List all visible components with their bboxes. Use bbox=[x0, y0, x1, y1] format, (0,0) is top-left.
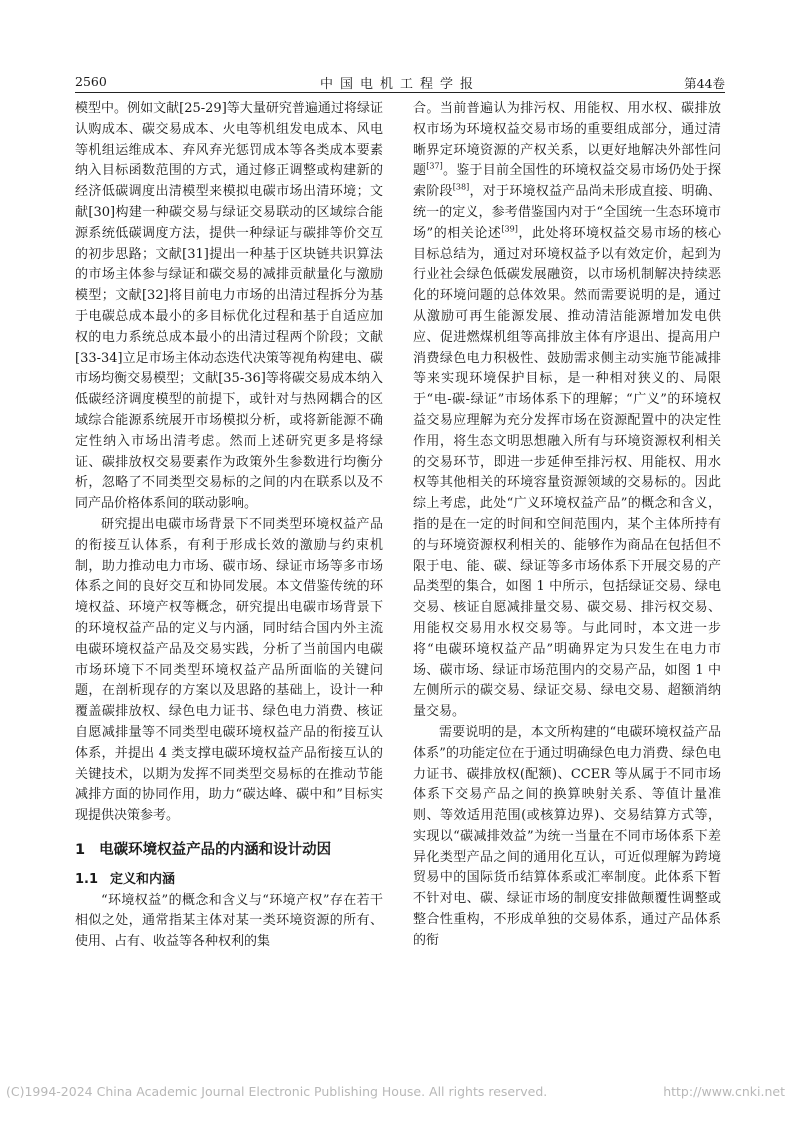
left-paragraph-2-text: 研究提出电碳市场背景下不同类型环境权益产品的衔接互认体系，有利于形成长效的激励与约束机制，助力推动电力市场、碳市场、绿证市场等多市场体系之间的良好交互和协同发展。本文借鉴传统的环境权益、环境产权等概念，研究提出电碳市场背景下的环境权益产品的定义与内涵，同时结合国内外主流电碳环境权益产品及交易实践，分析了当前国内电碳市场环境下不同类型环境权益产品所面临的关键问题，在剖析现存的方案以及思路的基础上，设计一种覆盖碳排放权、绿色电力证书、绿色电力消费、核证自愿减排量等不同类型电碳环境权益产品的衔接互认体系，并提出 4 类支撑电碳环境权益产品衔接互认的关键技术，以期为发挥不同类型交易标的在推动节能减排方面的协同作用，助力“碳达峰、碳中和”目标实现提供决策参考。 bbox=[75, 516, 383, 824]
text-run: ，此处将环境权益交易市场的核心目标总结为，通过对环境权益予以有效定价，起到为行业社会绿色低碳发展融资，以市场机制解决持续恶化的环境问题的总体效果。然而需要说明的是，通过从激励可再生能源发展、推动清洁能源增加发电供应、促进燃煤机组等高排放主体有序退出、提高用户消费绿色电力积极性、鼓励需求侧主动实施节能减排等来实现环境保护目标，是一种相对狭义的、局限于“电-碳-绿证”市场体系下的理解；“广义”的环境权益交易应理解为充分发挥市场在资源配置中的决定性作用，将生态文明思想融入所有与环境资源权利相关的交易环节，即进一步延伸至排污权、用能权、用水权等其他相关的环境容量资源领域的交易标的。因此综上考虑，此处“广义环境权益产品”的概念和含义，指的是在一定的时间和空间范围内，某个主体所持有的与环境资源权利相关的、能够作为商品在包括但不限于电、能、碳、绿证等多市场体系下开展交易的产品类型的集合，如图 1 中所示，包括绿证交易、绿电交易、核证自愿减排量交易、碳交易、排污权交易、用能权交易用水权交易等。与此同时，本文进一步将“电碳环境权益产品”明确界定为只发生在电力市场、碳市场、绿证市场范围内的交易产品，如图 1 中左侧所示的碳交易、绿证交易、绿电交易、超额消纳量交易。 bbox=[413, 225, 721, 720]
left-column bbox=[75, 99, 383, 953]
subsection-number: 1.1 bbox=[75, 871, 99, 887]
header-rule bbox=[75, 92, 725, 93]
copyright-text: (C)1994-2024 China Academic Journal Electronic Publishing House. All rights reserved. bbox=[6, 1084, 548, 1099]
left-paragraph-3-text: “环境权益”的概念和含义与“环境产权”存在若干相似之处，通常指某主体对某一类环境资源的所有、使用、占有、收益等各种权利的集 bbox=[75, 892, 383, 950]
footer-url[interactable]: http://www.cnki.net bbox=[663, 1084, 785, 1099]
section-heading-1 bbox=[75, 840, 383, 860]
right-column bbox=[413, 99, 721, 952]
left-paragraph-2 bbox=[75, 515, 383, 827]
volume-label: 第44卷 bbox=[684, 76, 725, 91]
journal-title: 中国电机工程学报 bbox=[319, 77, 480, 92]
section-number: 1 bbox=[75, 841, 86, 858]
text-run: 合。当前普遍认为排污权、用能权、用水权、碳排放权市场为环境权益交易市场的重要组成部分，通过清晰界定环境资源的产权关系，以更好地解决外部性问题 bbox=[413, 101, 721, 179]
right-paragraph-2-text: 需要说明的是，本文所构建的“电碳环境权益产品体系”的功能定位在于通过明确绿色电力消费、绿色电力证书、碳排放权(配额)、CCER 等从属于不同市场体系下交易产品之间的换算映射关系、等值计量准则、等效适用范围(或核算边界)、交易结算方式等，实现以“碳减排效益”为统一当量在不同市场体系下差异化类型产品之间的通用化互认，可近似理解为跨境贸易中的国际货币结算体系或汇率制度。此体系下暂不针对电、碳、绿证市场的制度安排做颠覆性调整或整合性重构，不形成单独的交易体系，通过产品体系的衔 bbox=[413, 724, 721, 948]
text-run: 。鉴于目前全国性的环境权益交易市场仍处于探索阶段 bbox=[413, 163, 721, 200]
page-header bbox=[75, 70, 725, 92]
subsection-heading-1-1 bbox=[75, 870, 383, 891]
left-paragraph-1-text: 模型中。例如文献[25-29]等大量研究普遍通过将绿证认购成本、碳交易成本、火电等机组发电成本、风电等机组运维成本、弃风弃光惩罚成本等各类成本要素纳入目标函数范围的方式，通过修正调整或构建新的经济低碳调度出清模型来模拟电碳市场出清环境；文献[30]构建一种碳交易与绿证交易联动的区域综合能源系统低碳调度方法，提供一种绿证与碳排等价交互的初步思路；文献[31]提出一种基于区块链共识算法的市场主体参与绿证和碳交易的减排贡献量化与激励模型；文献[32]将目前电力市场的出清过程拆分为基于电碳总成本最小的多目标优化过程和基于自适应加权的电力系统总成本最小的出清过程两个阶段；文献[33-34]立足市场主体动态迭代决策等视角构建电、碳市场均衡交易模型；文献[35-36]等将碳交易成本纳入低碳经济调度模型的前提下，或针对与热网耦合的区域综合能源系统展开市场模拟分析，或将新能源不确定性纳入市场出清考虑。然而上述研究更多是将绿证、碳排放权交易要素作为政策外生参数进行均衡分析，忽略了不同类型交易标的之间的内在联系以及不同产品价格体系间的联动影响。 bbox=[75, 101, 383, 512]
left-paragraph-3 bbox=[75, 891, 383, 953]
text-run: ，对于环境权益产品尚未形成直接、明确、统一的定义，参考借鉴国内对于“全国统一生态环境市场”的相关论述 bbox=[413, 184, 721, 241]
citation-ref[interactable]: [39] bbox=[501, 224, 518, 234]
section-title: 电碳环境权益产品的内涵和设计动因 bbox=[99, 841, 332, 858]
right-paragraph-2 bbox=[413, 723, 721, 952]
right-paragraph-1 bbox=[413, 99, 721, 723]
page-number: 2560 bbox=[75, 74, 107, 89]
subsection-title: 定义和内涵 bbox=[110, 871, 176, 887]
left-paragraph-1 bbox=[75, 99, 383, 515]
citation-ref[interactable]: [38] bbox=[452, 182, 470, 192]
citation-ref[interactable]: [37] bbox=[426, 162, 443, 172]
